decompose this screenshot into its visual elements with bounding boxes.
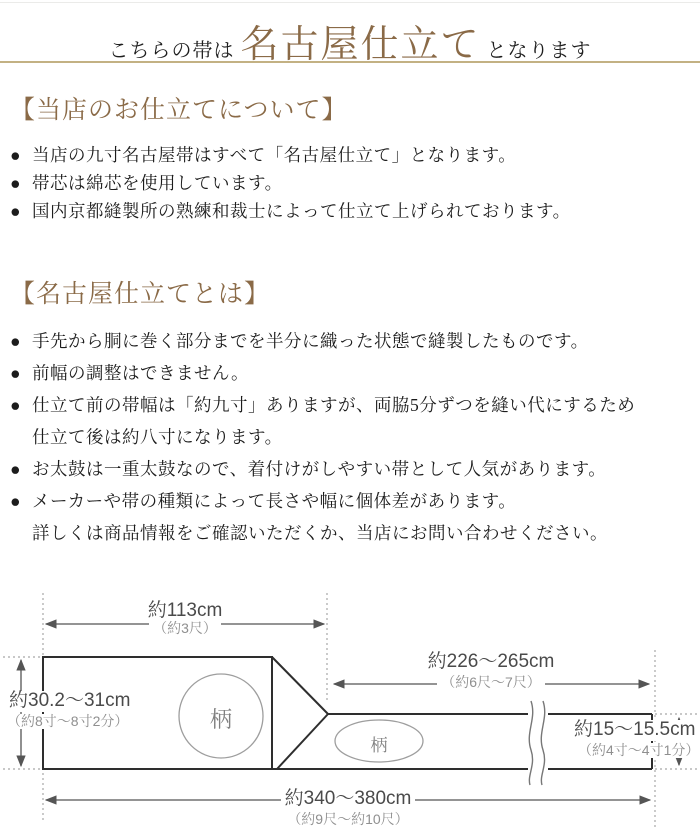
header-suffix: となります bbox=[486, 40, 592, 62]
section-what-is-nagoya bbox=[10, 278, 690, 549]
section-shop-tailoring bbox=[10, 94, 690, 225]
dim-total-length-shaku: （約9尺〜約10尺） bbox=[248, 812, 448, 827]
dim-taiko-width-cm: 約30.2〜31cm bbox=[5, 691, 134, 712]
dim-tare-length-shaku: （約6尺〜7尺） bbox=[391, 675, 591, 690]
bullet-item bbox=[10, 197, 690, 225]
bullet-marker: ● bbox=[10, 459, 21, 479]
bullet-item bbox=[10, 141, 690, 169]
bullet-text: 仕立て前の帯幅は「約九寸」ありますが、両脇5分ずつを縫い代にするため bbox=[32, 395, 636, 415]
bullet-item bbox=[10, 357, 690, 389]
bullet-marker: ● bbox=[10, 145, 21, 165]
dim-tesaki-length-cm: 約113cm bbox=[147, 600, 223, 621]
bullet-text: 前幅の調整はできません。 bbox=[32, 363, 250, 383]
bullet-item bbox=[10, 169, 690, 197]
break-marks bbox=[529, 701, 544, 785]
section-heading: 【当店のお仕立てについて】 bbox=[10, 97, 348, 124]
bullet-text: お太鼓は一重太鼓なので、着付けがしやすい帯として人気があります。 bbox=[32, 459, 607, 479]
bullet-marker: ● bbox=[10, 395, 21, 415]
bullet-text: 国内京都縫製所の熟練和裁士によって仕立て上げられております。 bbox=[32, 201, 571, 221]
dim-total-length-cm: 約340〜380cm bbox=[248, 789, 448, 810]
bullet-list bbox=[10, 141, 690, 225]
bullet-marker: ● bbox=[10, 201, 21, 221]
dim-tesaki-width-sun: （約4寸〜4寸1分） bbox=[574, 743, 692, 758]
bullet-text-continued: 詳しくは商品情報をご確認いただくか、当店にお問い合わせください。 bbox=[32, 523, 608, 543]
bullet-marker: ● bbox=[10, 363, 21, 383]
bullet-item bbox=[10, 485, 690, 549]
bullet-text: 帯芯は綿芯を使用しています。 bbox=[32, 173, 283, 193]
bullet-text: 当店の九寸名古屋帯はすべて「名古屋仕立て」となります。 bbox=[32, 145, 517, 165]
dim-tare-length-cm: 約226〜265cm bbox=[427, 651, 555, 672]
bullet-list bbox=[10, 325, 690, 549]
dim-taiko-width-sun: （約8寸〜8寸2分） bbox=[3, 714, 132, 729]
dim-tesaki-width-cm: 約15〜15.5cm bbox=[570, 720, 696, 741]
mae-pattern-label: 柄 bbox=[370, 736, 388, 755]
bullet-item bbox=[10, 453, 690, 485]
bullet-text: メーカーや帯の種類によって長さや幅に個体差があります。 bbox=[32, 491, 517, 511]
taiko-pattern-label: 柄 bbox=[209, 707, 232, 732]
header-highlight: 名古屋仕立て bbox=[240, 24, 481, 66]
obi-outline bbox=[43, 657, 652, 769]
bullet-marker: ● bbox=[10, 491, 21, 511]
bullet-item bbox=[10, 325, 690, 357]
dim-tesaki-length-shaku: （約3尺） bbox=[85, 621, 285, 636]
bullet-marker: ● bbox=[10, 173, 21, 193]
bullet-marker: ● bbox=[10, 331, 21, 351]
header-prefix: こちらの帯は bbox=[108, 40, 235, 62]
bullet-text: 手先から胴に巻く部分までを半分に織った状態で縫製したものです。 bbox=[32, 331, 589, 351]
section-heading: 【名古屋仕立てとは】 bbox=[10, 281, 271, 308]
bullet-item bbox=[10, 389, 690, 453]
obi-dimension-diagram bbox=[0, 580, 700, 840]
header-banner bbox=[0, 3, 700, 66]
bullet-text-continued: 仕立て後は約八寸になります。 bbox=[32, 427, 283, 447]
